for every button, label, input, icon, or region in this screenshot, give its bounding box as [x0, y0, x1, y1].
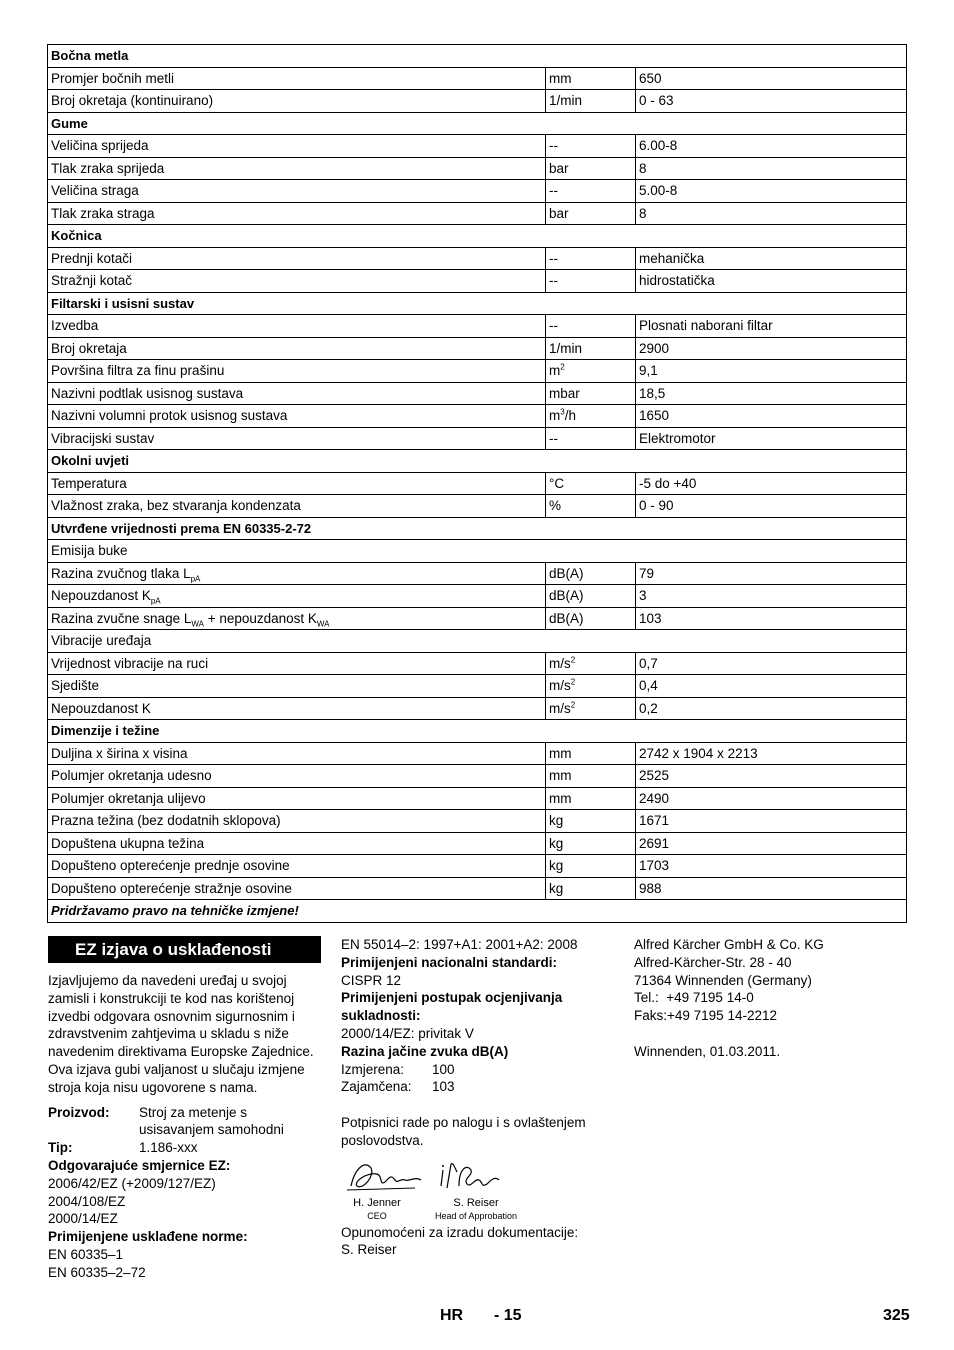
harmonized-label: Primijenjene usklađene norme: — [48, 1229, 248, 1245]
spec-row — [48, 427, 907, 450]
spec-label: Nepouzdanost K — [51, 700, 151, 716]
spec-label-cell — [48, 765, 546, 788]
spec-unit-cell — [546, 742, 636, 765]
specification-table — [47, 44, 907, 923]
spec-value: 988 — [636, 877, 907, 900]
spec-unit-cell — [546, 832, 636, 855]
spec-unit-cell — [546, 675, 636, 698]
spec-row — [48, 337, 907, 360]
spec-row — [48, 877, 907, 900]
spec-unit-cell — [546, 90, 636, 113]
spec-unit-cell — [546, 270, 636, 293]
spec-unit: -- — [549, 183, 558, 199]
type-label: Tip: — [48, 1140, 73, 1156]
subheader-row — [48, 540, 907, 563]
spec-label-cell — [48, 585, 546, 608]
spec-unit-cell — [546, 585, 636, 608]
spec-unit: mbar — [549, 385, 580, 401]
section-header-row — [48, 517, 907, 540]
spec-unit-cell — [546, 787, 636, 810]
spec-value: 2490 — [636, 787, 907, 810]
spec-unit: m — [549, 408, 561, 424]
spec-unit-cell — [546, 202, 636, 225]
spec-row — [48, 157, 907, 180]
sound-label: Razina jačine zvuka dB(A) — [341, 1043, 509, 1059]
spec-value: 1650 — [636, 405, 907, 428]
product-value: Stroj za metenje s usisavanjem samohodni — [139, 1104, 284, 1138]
spec-label-cell — [48, 855, 546, 878]
spec-label: Temperatura — [51, 475, 127, 491]
section-title: Kočnica — [48, 225, 907, 248]
spec-label-cell — [48, 135, 546, 158]
section-header-row — [48, 292, 907, 315]
spec-value: 2900 — [636, 337, 907, 360]
spec-label-cell — [48, 787, 546, 810]
spec-label-cell — [48, 832, 546, 855]
spec-value: 8 — [636, 202, 907, 225]
spec-unit-cell — [546, 562, 636, 585]
spec-label-cell — [48, 675, 546, 698]
spec-label: Izvedba — [51, 318, 99, 334]
section-header-row — [48, 720, 907, 743]
spec-label: Duljina x širina x visina — [51, 745, 188, 761]
spec-label-cell — [48, 180, 546, 203]
spec-value: 5.00-8 — [636, 180, 907, 203]
declaration-column-3 — [634, 936, 906, 1061]
declaration-heading: EZ izjava o usklađenosti — [48, 936, 321, 963]
spec-value: Elektromotor — [636, 427, 907, 450]
directives-label: Odgovarajuće smjernice EZ: — [48, 1157, 231, 1173]
spec-row — [48, 135, 907, 158]
national-item: CISPR 12 — [341, 972, 402, 988]
spec-label: Polumjer okretanja ulijevo — [51, 790, 206, 806]
directive-item: 2000/14/EZ — [48, 1211, 118, 1227]
spec-unit: m/s — [549, 678, 571, 694]
type-value: 1.186-xxx — [139, 1140, 198, 1156]
spec-label-cell — [48, 810, 546, 833]
national-label: Primijenjeni nacionalni standardi: — [341, 954, 558, 970]
spec-value: hidrostatička — [636, 270, 907, 293]
declaration-intro: Izjavljujemo da navedeni uređaj u svojoj zamisli i konstrukciji te kod nas korištenoj izvedbi odgovara osnovnim sigurnosnim i zdravstvenim zahtjevima u skladu s niže navedenim direktivama Europske Zajednice. Ova izjava gubi valjanost u slučaju izmjene stroja koja nisu ugovorene s nama. — [48, 973, 314, 1095]
section-header-row — [48, 450, 907, 473]
spec-label: Dopušteno opterećenje prednje osovine — [51, 858, 290, 874]
spec-row — [48, 652, 907, 675]
guaranteed-row — [341, 1078, 613, 1096]
spec-label-subscript: WA — [316, 619, 330, 629]
spec-label-cell — [48, 495, 546, 518]
note-row — [48, 900, 907, 923]
spec-label-cell — [48, 427, 546, 450]
spec-label: Broj okretaja — [51, 340, 127, 356]
section-title: Gume — [48, 112, 907, 135]
spec-unit: m/s — [549, 700, 571, 716]
spec-row — [48, 742, 907, 765]
spec-row — [48, 607, 907, 630]
directive-item: 2006/42/EZ (+2009/127/EZ) — [48, 1175, 216, 1191]
spec-unit: 1/min — [549, 340, 583, 356]
spec-unit: 1/min — [549, 93, 583, 109]
spec-label: Vrijednost vibracije na ruci — [51, 655, 209, 671]
spec-row — [48, 810, 907, 833]
spec-unit: m — [549, 363, 561, 379]
product-label: Proizvod: — [48, 1104, 110, 1120]
spec-label-cell — [48, 405, 546, 428]
address-line: 71364 Winnenden (Germany) — [634, 972, 812, 988]
spec-unit: bar — [549, 160, 569, 176]
spec-row — [48, 202, 907, 225]
spec-unit-cell — [546, 495, 636, 518]
spec-unit-cell — [546, 472, 636, 495]
spec-unit: bar — [549, 205, 569, 221]
spec-label-cell — [48, 652, 546, 675]
spec-unit: kg — [549, 880, 564, 896]
spec-unit: kg — [549, 835, 564, 851]
spec-unit-cell — [546, 315, 636, 338]
spec-label-subscript: pA — [190, 574, 201, 584]
spec-label-subscript: pA — [150, 596, 161, 606]
spec-value: 103 — [636, 607, 907, 630]
spec-label-cell — [48, 742, 546, 765]
spec-label-cell — [48, 315, 546, 338]
spec-unit-cell — [546, 360, 636, 383]
spec-label: Dopuštena ukupna težina — [51, 835, 205, 851]
spec-label-cell — [48, 607, 546, 630]
section-header-row — [48, 45, 907, 68]
spec-row — [48, 382, 907, 405]
spec-label-cell — [48, 472, 546, 495]
section-title: Dimenzije i težine — [48, 720, 907, 743]
spec-value: 2525 — [636, 765, 907, 788]
signatories-note: Potpisnici rade po nalogu i s ovlaštenjem poslovodstva. — [341, 1114, 586, 1148]
spec-unit: kg — [549, 813, 564, 829]
section-title: Bočna metla — [48, 45, 907, 68]
spec-unit: dB(A) — [549, 588, 584, 604]
spec-unit-cell — [546, 697, 636, 720]
authorized-label: Opunomoćeni za izradu dokumentacije: — [341, 1224, 579, 1240]
spec-label: Vibracijski sustav — [51, 430, 155, 446]
type-row — [48, 1139, 320, 1157]
spec-value: 2691 — [636, 832, 907, 855]
spec-label-cell — [48, 157, 546, 180]
spec-unit-cell — [546, 405, 636, 428]
spec-value: 2742 x 1904 x 2213 — [636, 742, 907, 765]
spec-unit-cell — [546, 135, 636, 158]
signature-reiser-image — [437, 1158, 507, 1194]
spec-unit-cell — [546, 810, 636, 833]
spec-label: Tlak zraka sprijeda — [51, 160, 165, 176]
spec-label-cell — [48, 562, 546, 585]
declaration-column-2 — [341, 936, 613, 1259]
spec-label-cell — [48, 697, 546, 720]
spec-row — [48, 247, 907, 270]
subheader-title: Vibracije uređaja — [48, 630, 907, 653]
spec-label: Vlažnost zraka, bez stvaranja kondenzata — [51, 498, 301, 514]
signatory-role: CEO — [367, 1210, 387, 1221]
spec-value: 9,1 — [636, 360, 907, 383]
spec-label: Tlak zraka straga — [51, 205, 155, 221]
spec-label: Promjer bočnih metli — [51, 70, 175, 86]
spec-label-cell — [48, 877, 546, 900]
spec-unit: -- — [549, 138, 558, 154]
spec-unit: m/s — [549, 655, 571, 671]
address-line: Alfred Kärcher GmbH & Co. KG — [634, 937, 824, 952]
harmonized-item: EN 60335–1 — [48, 1246, 124, 1262]
spec-unit-cell — [546, 877, 636, 900]
fax-line: Faks:+49 7195 14-2212 — [634, 1008, 777, 1024]
directive-item: 2004/108/EZ — [48, 1193, 126, 1209]
address-line: Alfred-Kärcher-Str. 28 - 40 — [634, 954, 792, 970]
section-title: Utvrđene vrijednosti prema EN 60335-2-72 — [48, 517, 907, 540]
signatory-name: S. Reiser — [453, 1196, 499, 1209]
spec-value: 0,2 — [636, 697, 907, 720]
harmonized-item: EN 60335–2–72 — [48, 1264, 146, 1280]
spec-row — [48, 90, 907, 113]
spec-value: 3 — [636, 585, 907, 608]
spec-unit-superscript: 2 — [570, 655, 576, 665]
spec-unit-superscript: 2 — [570, 677, 576, 687]
declaration-column-1 — [48, 936, 320, 1282]
spec-label: Veličina straga — [51, 183, 139, 199]
spec-value: 0 - 90 — [636, 495, 907, 518]
spec-label: Prednji kotači — [51, 250, 133, 266]
spec-value: 0 - 63 — [636, 90, 907, 113]
spec-unit-superscript: 3 — [560, 407, 565, 417]
spec-unit: mm — [549, 745, 572, 761]
spec-unit: mm — [549, 790, 572, 806]
spec-label-cell — [48, 382, 546, 405]
product-row — [48, 1104, 320, 1140]
measured-value: 100 — [432, 1061, 455, 1077]
spec-value: Plosnati naborani filtar — [636, 315, 907, 338]
procedure-value: 2000/14/EZ: privitak V — [341, 1025, 474, 1041]
spec-row — [48, 495, 907, 518]
spec-row — [48, 697, 907, 720]
procedure-label: Primijenjeni postupak ocjenjivanja sukladnosti: — [341, 990, 563, 1024]
spec-label: Razina zvučnog tlaka L — [51, 565, 191, 581]
spec-row — [48, 67, 907, 90]
spec-label-cell — [48, 337, 546, 360]
spec-unit-cell — [546, 765, 636, 788]
spec-unit: -- — [549, 318, 558, 334]
spec-value: 650 — [636, 67, 907, 90]
spec-label-continued: + nepouzdanost K — [203, 610, 317, 626]
spec-value: 8 — [636, 157, 907, 180]
spec-unit: dB(A) — [549, 565, 584, 581]
spec-label-cell — [48, 90, 546, 113]
spec-row — [48, 405, 907, 428]
spec-row — [48, 832, 907, 855]
spec-unit: % — [549, 498, 562, 514]
spec-unit-cell — [546, 382, 636, 405]
spec-label-cell — [48, 247, 546, 270]
spec-row — [48, 180, 907, 203]
spec-label: Površina filtra za finu prašinu — [51, 363, 225, 379]
spec-row — [48, 787, 907, 810]
signature-jenner-image — [345, 1156, 431, 1196]
spec-label: Veličina sprijeda — [51, 138, 149, 154]
spec-unit: mm — [549, 70, 572, 86]
spec-row — [48, 585, 907, 608]
spec-label: Dopušteno opterećenje stražnje osovine — [51, 880, 292, 896]
spec-unit-cell — [546, 67, 636, 90]
spec-row — [48, 765, 907, 788]
spec-unit: °C — [549, 475, 565, 491]
spec-unit: mm — [549, 768, 572, 784]
spec-row — [48, 855, 907, 878]
spec-unit-cell — [546, 607, 636, 630]
signatory-name: H. Jenner — [353, 1196, 401, 1209]
spec-value: 0,4 — [636, 675, 907, 698]
spec-label: Nazivni podtlak usisnog sustava — [51, 385, 244, 401]
section-title: Okolni uvjeti — [48, 450, 907, 473]
spec-label-cell — [48, 202, 546, 225]
spec-unit: kg — [549, 858, 564, 874]
spec-label: Razina zvučne snage L — [51, 610, 192, 626]
spec-value: 18,5 — [636, 382, 907, 405]
spec-unit-suffix: /h — [564, 408, 576, 424]
spec-unit: -- — [549, 250, 558, 266]
spec-unit-superscript: 2 — [570, 700, 576, 710]
measured-label: Izmjerena: — [341, 1061, 405, 1077]
spec-unit-cell — [546, 157, 636, 180]
spec-value: mehanička — [636, 247, 907, 270]
phone-line: Tel.: +49 7195 14-0 — [634, 990, 754, 1006]
spec-row — [48, 472, 907, 495]
spec-unit-superscript: 2 — [560, 362, 565, 372]
spec-unit-cell — [546, 855, 636, 878]
footer-section-page: - 15 — [494, 1307, 522, 1324]
spec-unit-cell — [546, 427, 636, 450]
spec-value: 0,7 — [636, 652, 907, 675]
spec-unit-cell — [546, 180, 636, 203]
spec-unit-cell — [546, 247, 636, 270]
spec-label: Prazna težina (bez dodatnih sklopova) — [51, 813, 281, 829]
spec-unit: -- — [549, 430, 558, 446]
guaranteed-label: Zajamčena: — [341, 1079, 412, 1095]
footer-page-number: 325 — [883, 1307, 910, 1324]
spec-label-subscript: WA — [191, 619, 204, 629]
footer-language: HR — [440, 1307, 464, 1324]
spec-label-cell — [48, 67, 546, 90]
spec-value: 79 — [636, 562, 907, 585]
section-title: Filtarski i usisni sustav — [48, 292, 907, 315]
spec-label: Nazivni volumni protok usisnog sustava — [51, 408, 288, 424]
spec-value: 1703 — [636, 855, 907, 878]
spec-value: -5 do +40 — [636, 472, 907, 495]
note-text: Pridržavamo pravo na tehničke izmjene! — [48, 900, 907, 923]
spec-label: Stražnji kotač — [51, 273, 133, 289]
spec-label-cell — [48, 360, 546, 383]
signatures — [341, 1156, 613, 1224]
spec-value: 1671 — [636, 810, 907, 833]
spec-unit: dB(A) — [549, 610, 584, 626]
spec-row — [48, 675, 907, 698]
spec-label: Nepouzdanost K — [51, 588, 151, 604]
spec-label-cell — [48, 270, 546, 293]
spec-unit-cell — [546, 337, 636, 360]
signature-jenner — [347, 1197, 407, 1223]
measured-row — [341, 1061, 613, 1079]
section-header-row — [48, 225, 907, 248]
spec-label: Sjedište — [51, 678, 100, 694]
signature-reiser — [427, 1197, 525, 1223]
authorized-name: S. Reiser — [341, 1242, 397, 1258]
spec-row — [48, 270, 907, 293]
spec-unit: -- — [549, 273, 558, 289]
harmonized-item: EN 55014–2: 1997+A1: 2001+A2: 2008 — [341, 937, 578, 952]
spec-row — [48, 360, 907, 383]
spec-row — [48, 562, 907, 585]
subheader-title: Emisija buke — [48, 540, 907, 563]
spec-unit-cell — [546, 652, 636, 675]
spec-label: Polumjer okretanja udesno — [51, 768, 212, 784]
spec-row — [48, 315, 907, 338]
spec-value: 6.00-8 — [636, 135, 907, 158]
spec-label: Broj okretaja (kontinuirano) — [51, 93, 214, 109]
section-header-row — [48, 112, 907, 135]
guaranteed-value: 103 — [432, 1079, 455, 1095]
subheader-row — [48, 630, 907, 653]
signatory-role: Head of Approbation — [434, 1210, 518, 1221]
place-date: Winnenden, 01.03.2011. — [634, 1043, 781, 1059]
